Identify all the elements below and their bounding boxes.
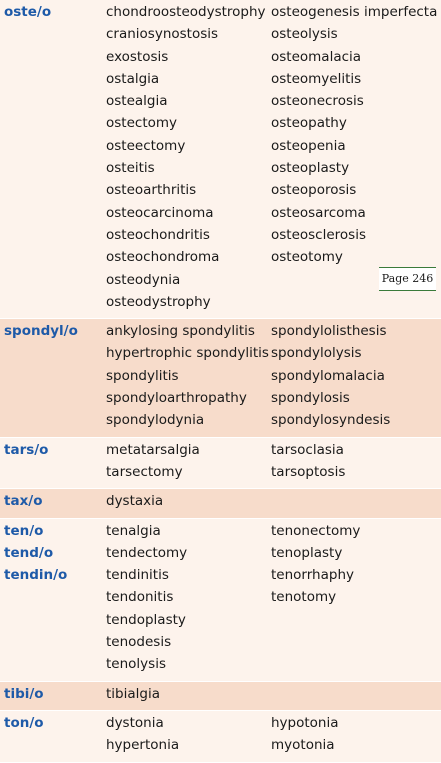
medical-term: osteectomy [106, 137, 186, 154]
medical-term: spondylomalacia [271, 367, 385, 384]
medical-term: ankylosing spondylitis [106, 323, 255, 340]
term-column [106, 439, 268, 484]
table-row [0, 711, 441, 763]
medical-term: ostalgia [106, 70, 160, 87]
combining-form: spondyl/o [4, 323, 78, 340]
combining-form: tax/o [4, 493, 43, 510]
medical-term: exostosis [106, 48, 169, 65]
medical-term: chondroosteodystrophy [106, 4, 266, 20]
medical-term: osteogenesis imperfecta [271, 4, 438, 20]
medical-term: tarsoclasia [271, 441, 344, 458]
medical-term: myotonia [271, 737, 335, 754]
medical-term: osteodynia [106, 271, 181, 288]
medical-term: osteochondroma [106, 249, 220, 266]
medical-term: osteopenia [271, 137, 346, 154]
term-column [271, 439, 441, 484]
medical-term: tibialgia [106, 685, 160, 702]
table-row [0, 319, 441, 438]
medical-term: tendinitis [106, 567, 169, 584]
medical-term: hypertrophic spondylitis [106, 345, 269, 362]
medical-term: ostealgia [106, 93, 168, 110]
medical-term: hypertonia [106, 737, 180, 754]
medical-term: osteomalacia [271, 48, 362, 65]
page-marker: Page 246 [379, 267, 436, 291]
medical-term: tendoplasty [106, 611, 186, 628]
term-column [106, 320, 268, 431]
medical-term: osteosarcoma [271, 204, 366, 221]
table-row [0, 438, 441, 490]
combining-form: tibi/o [4, 685, 44, 702]
medical-term: tenorrhaphy [271, 567, 354, 584]
combining-form: ten/o [4, 522, 44, 539]
term-column [106, 520, 268, 676]
medical-term: osteosclerosis [271, 226, 366, 243]
combining-form: oste/o [4, 4, 52, 20]
medical-term: tendonitis [106, 589, 174, 606]
combining-form-cell [4, 490, 100, 512]
medical-term: osteotomy [271, 249, 343, 266]
term-column [106, 1, 268, 313]
medical-term: osteolysis [271, 26, 338, 43]
combining-form: ton/o [4, 714, 44, 731]
medical-term: tenoplasty [271, 544, 343, 561]
medical-term: spondyloarthropathy [106, 390, 247, 407]
medical-term: tendectomy [106, 544, 188, 561]
medical-term: osteopathy [271, 115, 347, 132]
medical-term: hypotonia [271, 714, 339, 731]
term-column [271, 1, 441, 269]
combining-form-cell [4, 1, 100, 23]
medical-term: spondylosis [271, 390, 350, 407]
medical-term: osteoarthritis [106, 182, 197, 199]
medical-term: spondylodynia [106, 412, 205, 429]
combining-form: tars/o [4, 441, 49, 458]
medical-term: tenodesis [106, 634, 172, 651]
medical-term: tenalgia [106, 522, 161, 539]
term-column [271, 520, 441, 609]
term-column [106, 683, 268, 705]
table-row [0, 519, 441, 682]
combining-form-cell [4, 683, 100, 705]
medical-term: dystonia [106, 714, 164, 731]
medical-term: craniosynostosis [106, 26, 219, 43]
medical-term: ostectomy [106, 115, 178, 132]
combining-form-cell [4, 520, 100, 587]
medical-term: tenonectomy [271, 522, 361, 539]
medical-term: osteoporosis [271, 182, 357, 199]
combining-form: tend/o [4, 544, 54, 561]
combining-form-cell [4, 439, 100, 461]
term-column [106, 490, 268, 512]
table-row [0, 489, 441, 518]
medical-term: metatarsalgia [106, 441, 200, 458]
medical-term: tarsoptosis [271, 463, 346, 480]
medical-term: spondylosyndesis [271, 412, 391, 429]
table-row [0, 0, 441, 319]
medical-term: osteomyelitis [271, 70, 362, 87]
combining-form-cell [4, 712, 100, 734]
term-column [271, 320, 441, 431]
medical-term: osteonecrosis [271, 93, 364, 110]
medical-term: spondylolysis [271, 345, 362, 362]
medical-term: osteitis [106, 160, 155, 177]
medical-term: osteochondritis [106, 226, 210, 243]
combining-form-cell [4, 320, 100, 342]
medical-term: tenolysis [106, 656, 166, 673]
medical-term: osteocarcinoma [106, 204, 214, 221]
table-row [0, 682, 441, 711]
medical-term: tarsectomy [106, 463, 183, 480]
medical-term: osteodystrophy [106, 293, 211, 310]
combining-form: tendin/o [4, 567, 68, 584]
medical-term: osteoplasty [271, 160, 350, 177]
medical-term: spondylitis [106, 367, 179, 384]
medical-term: spondylolisthesis [271, 323, 387, 340]
medical-term: dystaxia [106, 493, 164, 510]
medical-term: tenotomy [271, 589, 337, 606]
